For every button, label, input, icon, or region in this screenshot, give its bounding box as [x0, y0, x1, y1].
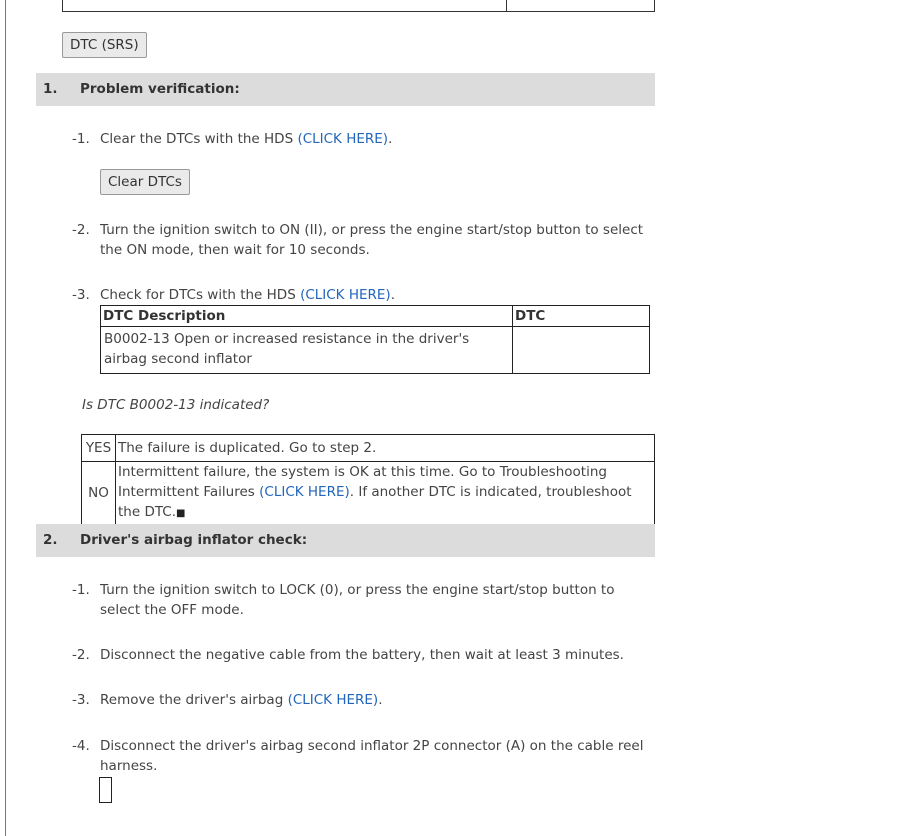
- step-disconnect-battery: [72, 645, 652, 665]
- no-cell: [116, 462, 655, 525]
- yes-label: YES: [82, 435, 116, 462]
- step-remove-airbag: -3. Remove the driver's airbag (CLICK HERE).: [72, 692, 383, 708]
- table-header-description: DTC Description: [101, 306, 513, 327]
- no-text-part-a: Intermittent failure, the system is OK at this time. Go to Troubleshooting Intermittent Failures: [118, 464, 607, 500]
- step-number: -4.: [72, 738, 90, 754]
- step-clear-dtcs: -1. Clear the DTCs with the HDS (CLICK HERE).: [72, 131, 393, 147]
- click-here-link-intermittent[interactable]: (CLICK HERE): [259, 484, 350, 500]
- no-text-part-b: . If another DTC is indicated, troubleshoot the DTC.: [118, 484, 632, 520]
- step-text: Turn the ignition switch to LOCK (0), or press the engine start/stop button to select the OFF mode.: [100, 582, 615, 618]
- clear-dtcs-button[interactable]: Clear DTCs: [100, 169, 190, 195]
- step-number: -1.: [72, 131, 90, 147]
- step-disconnect-connector: [72, 736, 652, 776]
- click-here-link-hds-clear[interactable]: (CLICK HERE): [297, 131, 389, 147]
- section-header-airbag-inflator-check: [36, 524, 655, 557]
- step-number: -3.: [72, 287, 90, 303]
- click-here-link-hds-check[interactable]: (CLICK HERE): [300, 287, 391, 303]
- step-text: Disconnect the driver's airbag second inflator 2P connector (A) on the cable reel harness.: [100, 738, 644, 774]
- yes-text: The failure is duplicated. Go to step 2.: [116, 435, 655, 462]
- question-text: Is DTC B0002-13 indicated?: [82, 397, 270, 413]
- step-text: Disconnect the negative cable from the battery, then wait at least 3 minutes.: [100, 647, 624, 663]
- table-header-row: [101, 306, 650, 327]
- yes-no-table: [81, 434, 655, 525]
- table-row-yes: [82, 435, 655, 462]
- table-cell-dtc: [513, 327, 650, 374]
- table-row-no: [82, 462, 655, 525]
- step-number: -1.: [72, 582, 90, 598]
- section-title: Problem verification:: [80, 81, 240, 97]
- image-placeholder: [99, 777, 112, 803]
- section-header-problem-verification: [36, 73, 655, 106]
- section-title: Driver's airbag inflator check:: [80, 532, 308, 548]
- page-frame-border: [5, 0, 6, 836]
- previous-table-fragment: [62, 0, 655, 12]
- step-number: -2.: [72, 647, 90, 663]
- section-number: 1.: [43, 81, 58, 97]
- step-number: -2.: [72, 222, 90, 238]
- step-text: Clear the DTCs with the HDS: [100, 131, 298, 147]
- step-number: -3.: [72, 692, 90, 708]
- no-label: NO: [82, 462, 116, 525]
- end-mark-icon: ■: [176, 508, 186, 519]
- table-cell-description: B0002-13 Open or increased resistance in the driver's airbag second inflator: [101, 327, 513, 374]
- step-check-dtcs: -3. Check for DTCs with the HDS (CLICK HERE).: [72, 287, 395, 303]
- step-ignition-lock: [72, 580, 652, 620]
- step-text: Check for DTCs with the HDS: [100, 287, 301, 303]
- table-row: [101, 327, 650, 374]
- step-text: Remove the driver's airbag: [100, 692, 288, 708]
- step-text: Turn the ignition switch to ON (II), or press the engine start/stop button to select the ON mode, then wait for 10 seconds.: [100, 222, 644, 258]
- dtc-table: [100, 305, 650, 374]
- table-header-dtc: DTC: [513, 306, 650, 327]
- click-here-link-remove-airbag[interactable]: (CLICK HERE): [287, 692, 379, 708]
- section-number: 2.: [43, 532, 58, 548]
- dtc-srs-button[interactable]: DTC (SRS): [62, 32, 147, 58]
- step-ignition-on: [72, 220, 652, 260]
- previous-table-cell: [63, 0, 507, 11]
